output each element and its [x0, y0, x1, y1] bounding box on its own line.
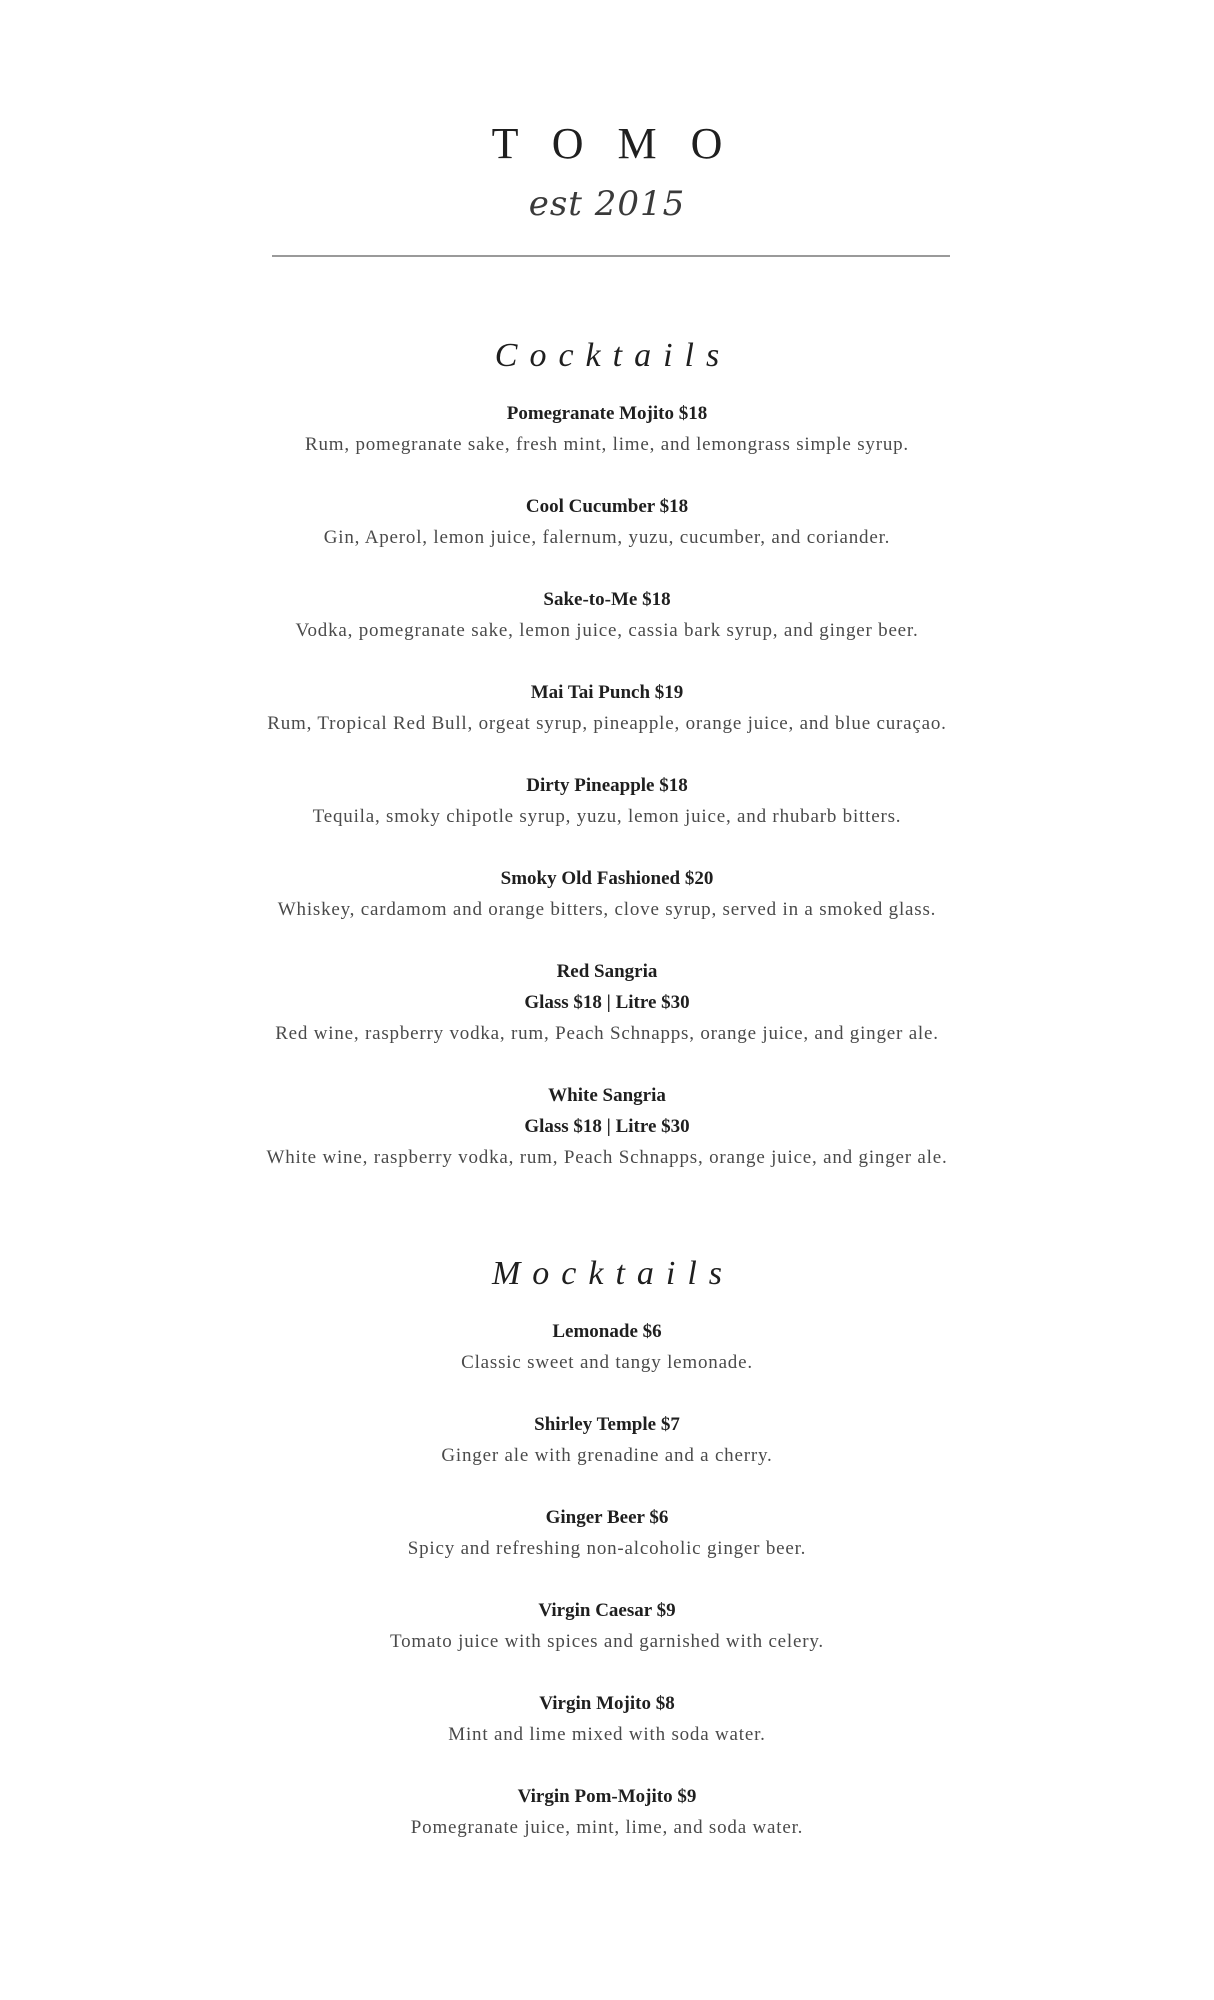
item-name: Shirley Temple $7: [534, 1414, 680, 1435]
menu-header: [0, 118, 1214, 224]
item-name: Smoky Old Fashioned $20: [500, 868, 714, 889]
section-title-cocktails: Cocktails: [494, 337, 732, 374]
menu-item: [0, 398, 1214, 461]
mocktails-section: [0, 1254, 1214, 1874]
item-name: Virgin Caesar $9: [538, 1600, 676, 1621]
item-name: Mai Tai Punch $19: [530, 682, 684, 703]
item-price-options: Glass $18 | Litre $30: [524, 992, 690, 1013]
menu-item: [0, 1409, 1214, 1472]
item-description: Tomato juice with spices and garnished with celery.: [390, 1631, 824, 1652]
item-description: Red wine, raspberry vodka, rum, Peach Schnapps, orange juice, and ginger ale.: [275, 1023, 939, 1044]
menu-item: [0, 1316, 1214, 1379]
item-description: Rum, pomegranate sake, fresh mint, lime, and lemongrass simple syrup.: [305, 434, 909, 455]
item-name: Sake-to-Me $18: [543, 589, 671, 610]
menu-item: [0, 677, 1214, 740]
menu-item: [0, 1781, 1214, 1844]
established-script: est 2015: [528, 184, 686, 224]
brand-name: TOMO: [491, 119, 757, 168]
header-divider: [272, 255, 950, 257]
menu-item: [0, 956, 1214, 1050]
section-title-mocktails: Mocktails: [491, 1255, 735, 1292]
item-description: Pomegranate juice, mint, lime, and soda water.: [410, 1817, 804, 1838]
menu-item: [0, 1688, 1214, 1751]
item-description: Whiskey, cardamom and orange bitters, clove syrup, served in a smoked glass.: [277, 899, 937, 920]
menu-item: [0, 863, 1214, 926]
item-description: Gin, Aperol, lemon juice, falernum, yuzu, cucumber, and coriander.: [323, 527, 891, 548]
item-name: Virgin Mojito $8: [539, 1693, 675, 1714]
menu-item: [0, 1502, 1214, 1565]
item-name: Ginger Beer $6: [545, 1507, 669, 1528]
menu-item: [0, 770, 1214, 833]
menu-item: [0, 584, 1214, 647]
item-price-options: Glass $18 | Litre $30: [524, 1116, 690, 1137]
item-description: Classic sweet and tangy lemonade.: [461, 1352, 753, 1373]
menu-item: [0, 491, 1214, 554]
item-name: Lemonade $6: [552, 1321, 662, 1342]
item-description: Tequila, smoky chipotle syrup, yuzu, lemon juice, and rhubarb bitters.: [312, 806, 902, 827]
item-name: White Sangria: [548, 1085, 666, 1106]
item-description: Mint and lime mixed with soda water.: [448, 1724, 766, 1745]
item-description: Ginger ale with grenadine and a cherry.: [441, 1445, 773, 1466]
item-description: Vodka, pomegranate sake, lemon juice, cassia bark syrup, and ginger beer.: [295, 620, 919, 641]
item-description: Spicy and refreshing non-alcoholic ginger beer.: [407, 1538, 807, 1559]
cocktails-section: [0, 336, 1214, 1204]
menu-item: [0, 1595, 1214, 1658]
item-description: Rum, Tropical Red Bull, orgeat syrup, pineapple, orange juice, and blue curaçao.: [267, 713, 947, 734]
item-name: Red Sangria: [556, 961, 658, 982]
item-name: Virgin Pom-Mojito $9: [517, 1786, 697, 1807]
item-name: Dirty Pineapple $18: [526, 775, 688, 796]
item-name: Pomegranate Mojito $18: [506, 403, 708, 424]
item-description: White wine, raspberry vodka, rum, Peach Schnapps, orange juice, and ginger ale.: [266, 1147, 948, 1168]
menu-item: [0, 1080, 1214, 1174]
item-name: Cool Cucumber $18: [525, 496, 689, 517]
